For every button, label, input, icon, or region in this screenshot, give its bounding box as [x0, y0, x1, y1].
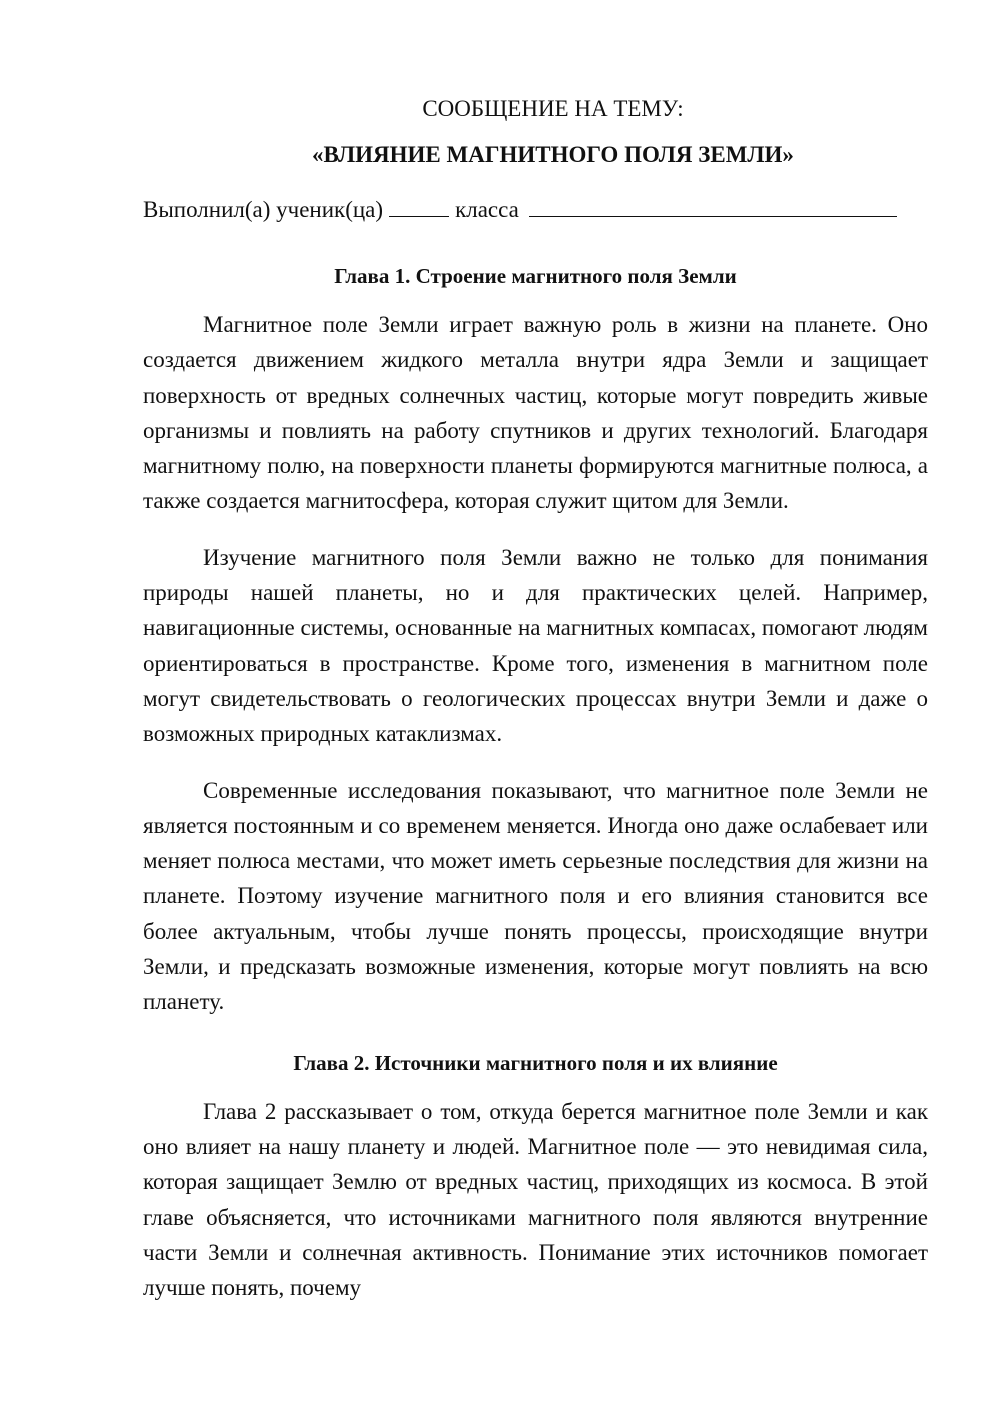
author-line — [143, 190, 928, 227]
document-title-line1: СООБЩЕНИЕ НА ТЕМУ: — [422, 96, 684, 121]
chapter2-paragraph: Глава 2 рассказывает о том, откуда берется магнитное поле Земли и как оно влияет на нашу планету и людей. Магнитное поле — это невидимая сила, которая защищает Землю от вредных частиц, приходящих из космоса. В этой главе объясняется, что источниками магнитного поля являются внутренние части Земли и солнечная активность. Понимание этих источников помогает лучше понять, почему — [143, 1098, 928, 1301]
chapter1-paragraph: Изучение магнитного поля Земли важно не только для понимания природы нашей планеты, но и для практических целей. Например, навигационные системы, основанные на магнитных компасах, помогают людям ориентироваться в пространстве. Кроме того, изменения в магнитном поле могут свидетельствовать о геологических процессах внутри Земли и даже о возможных природных катаклизмах. — [143, 544, 928, 747]
name-blank — [529, 190, 897, 217]
chapter1-paragraph: Магнитное поле Земли играет важную роль в жизни на планете. Оно создается движением жидкого металла внутри ядра Земли и защищает поверхность от вредных солнечных частиц, которые могут повредить живые организмы и повлиять на работу спутников и других технологий. Благодаря магнитному полю, на поверхности планеты формируются магнитные полюса, а также создается магнитосфера, которая служит щитом для Земли. — [143, 312, 928, 514]
document-title-line2: «ВЛИЯНИЕ МАГНИТНОГО ПОЛЯ ЗЕМЛИ» — [312, 142, 794, 167]
chapter1-heading: Глава 1. Строение магнитного поля Земли — [334, 264, 737, 288]
chapter1-paragraph: Современные исследования показывают, что магнитное поле Земли не является постоянным и со временем меняется. Иногда оно даже ослабевает или меняет полюса местами, что может иметь серьезные последствия для жизни на планете. Поэтому изучение магнитного поля и его влияния становится все более актуальным, чтобы лучше понять процессы, происходящие внутри Земли, и предсказать возможные изменения, которые могут повлиять на всю планету. — [143, 777, 928, 1015]
author-class-label: класса — [455, 197, 519, 222]
chapter2-heading: Глава 2. Источники магнитного поля и их влияние — [293, 1050, 778, 1075]
author-prefix: Выполнил(а) ученик(ца) — [143, 197, 384, 222]
grade-blank — [389, 190, 449, 217]
